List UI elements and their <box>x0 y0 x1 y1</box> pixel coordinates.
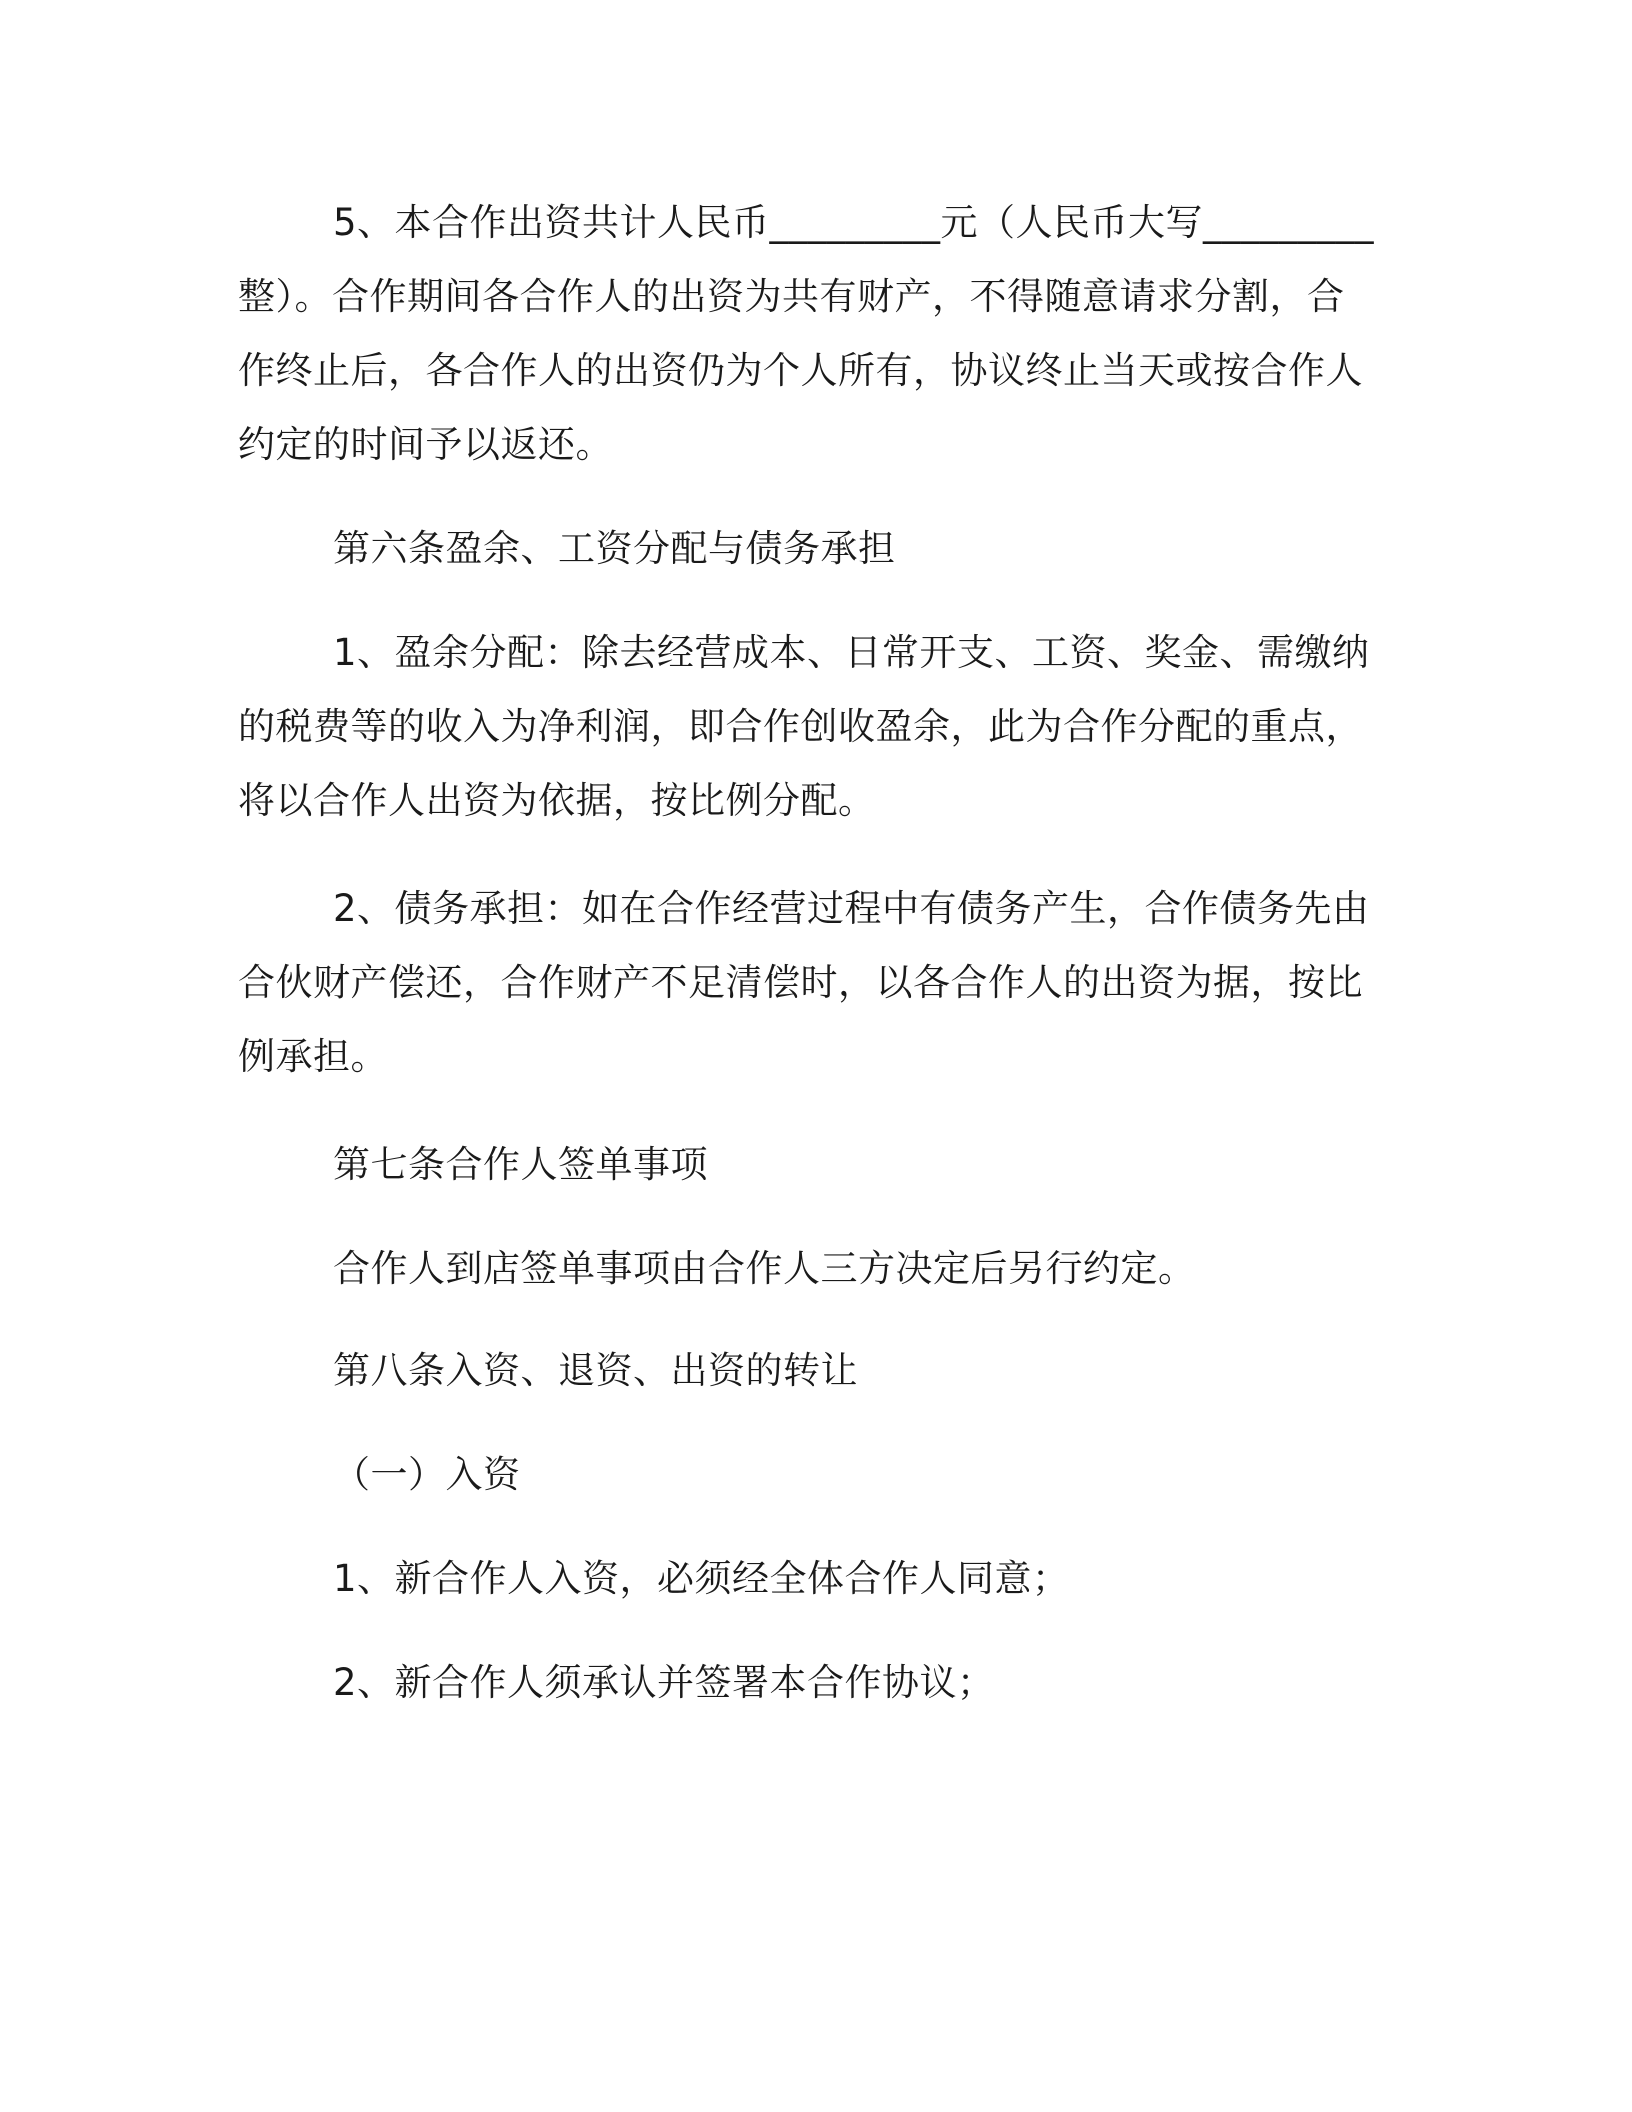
article-6-item-2-line-1: 2、债务承担：如在合作经营过程中有债务产生，合作债务先由 <box>333 887 1370 930</box>
clause-5-line-4: 约定的时间予以返还。 <box>238 423 613 466</box>
article-8-heading: 第八条入资、退资、出资的转让 <box>333 1349 858 1392</box>
article-6-item-1-line-1: 1、盈余分配：除去经营成本、日常开支、工资、奖金、需缴纳 <box>333 631 1370 674</box>
article-8-subheading-1: （一）入资 <box>333 1453 521 1496</box>
article-6-item-2-line-2: 合伙财产偿还，合作财产不足清偿时，以各合作人的出资为据，按比 <box>238 961 1363 1004</box>
article-8-item-2: 2、新合作人须承认并签署本合作协议； <box>333 1661 995 1704</box>
article-8-item-1: 1、新合作人入资，必须经全体合作人同意； <box>333 1557 1070 1600</box>
clause-5-line-1: 5、本合作出资共计人民币_________元（人民币大写_________ <box>333 201 1375 244</box>
article-7-body: 合作人到店签单事项由合作人三方决定后另行约定。 <box>333 1247 1196 1290</box>
article-7-heading: 第七条合作人签单事项 <box>333 1143 708 1186</box>
article-6-item-2-line-3: 例承担。 <box>238 1035 388 1078</box>
article-6-item-1-line-2: 的税费等的收入为净利润，即合作创收盈余，此为合作分配的重点， <box>238 705 1363 748</box>
article-6-item-1-line-3: 将以合作人出资为依据，按比例分配。 <box>238 779 876 822</box>
clause-5-line-3: 作终止后，各合作人的出资仍为个人所有，协议终止当天或按合作人 <box>238 349 1363 392</box>
article-6-heading: 第六条盈余、工资分配与债务承担 <box>333 527 896 570</box>
clause-5-line-2: 整）。合作期间各合作人的出资为共有财产，不得随意请求分割，合 <box>238 275 1345 318</box>
